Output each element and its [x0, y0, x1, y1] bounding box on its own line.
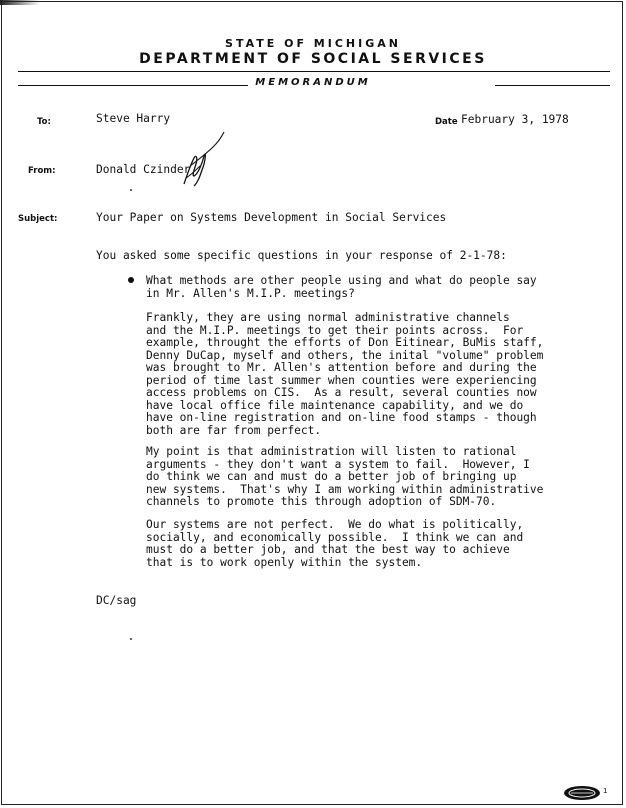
paragraph-line: socially, and economically possible. I think we can and	[146, 530, 524, 544]
header-rule-top	[18, 71, 610, 72]
stray-dot	[130, 189, 132, 191]
to-value: Steve Harry	[96, 112, 171, 125]
bullet-icon	[128, 277, 134, 283]
from-value: Donald Czinder	[96, 163, 191, 176]
to-label: To:	[37, 117, 51, 127]
union-label-icon	[562, 784, 602, 802]
paragraph-line: Frankly, they are using normal administrative channels	[146, 311, 510, 324]
paragraph-3	[146, 519, 523, 569]
from-label: From:	[28, 166, 56, 176]
paragraph-line: do think we can and must do a better job of bringing up	[146, 470, 517, 483]
paragraph-line: both are far from perfect.	[146, 423, 322, 437]
page-number: 1	[603, 787, 608, 795]
scan-mark	[0, 0, 40, 5]
paragraph-line: arguments - they don't want a system to fail. However, I	[146, 457, 530, 471]
paragraph-line: period of time last summer when counties were experiencing	[146, 373, 537, 387]
paragraph-line: access problems on CIS. As a result, several counties now	[146, 386, 537, 399]
typist-initials: DC/sag	[96, 594, 137, 607]
paragraph-line: My point is that administration will listen to rational	[146, 445, 517, 458]
paragraph-line: have on-line registration and on-line food stamps - though	[146, 411, 537, 424]
date-label: Date	[435, 117, 458, 127]
signature-mark	[180, 130, 228, 188]
subject-label: Subject:	[18, 214, 58, 224]
paragraph-line: was brought to Mr. Allen's attention before and during the	[146, 361, 537, 374]
paragraph-line: new systems. That's why I am working within administrative	[146, 482, 544, 496]
intro-line: You asked some specific questions in your response of 2-1-78:	[96, 249, 507, 262]
paragraph-line: that is to work openly within the system.	[146, 555, 423, 569]
question-line: in Mr. Allen's M.I.P. meetings?	[146, 286, 355, 300]
department-heading: DEPARTMENT OF SOCIAL SERVICES	[139, 51, 487, 67]
paragraph-line: Our systems are not perfect. We do what is politically,	[146, 518, 524, 531]
paragraph-2	[146, 446, 543, 509]
date-value: February 3, 1978	[461, 113, 569, 126]
question-paragraph	[146, 275, 537, 300]
subject-value: Your Paper on Systems Development in Social Services	[96, 211, 447, 224]
state-heading: STATE OF MICHIGAN	[225, 37, 401, 50]
paragraph-line: channels to promote this through adoption of SDM-70.	[146, 495, 497, 508]
paragraph-line: have local office file maintenance capability, and we do	[146, 398, 524, 412]
paragraph-line: and the M.I.P. meetings to get their points across. For	[146, 323, 524, 337]
memorandum-title: MEMORANDUM	[255, 77, 371, 88]
paragraph-1	[146, 312, 543, 437]
paragraph-line: Denny DuCap, myself and others, the inital "volume" problem	[146, 348, 544, 362]
question-line: What methods are other people using and what do people say	[146, 274, 537, 287]
paragraph-line: must do a better job, and that the best way to achieve	[146, 543, 510, 556]
paragraph-line: example, throught the efforts of Don Eitinear, BuMis staff,	[146, 336, 544, 349]
stray-dot	[130, 638, 132, 640]
